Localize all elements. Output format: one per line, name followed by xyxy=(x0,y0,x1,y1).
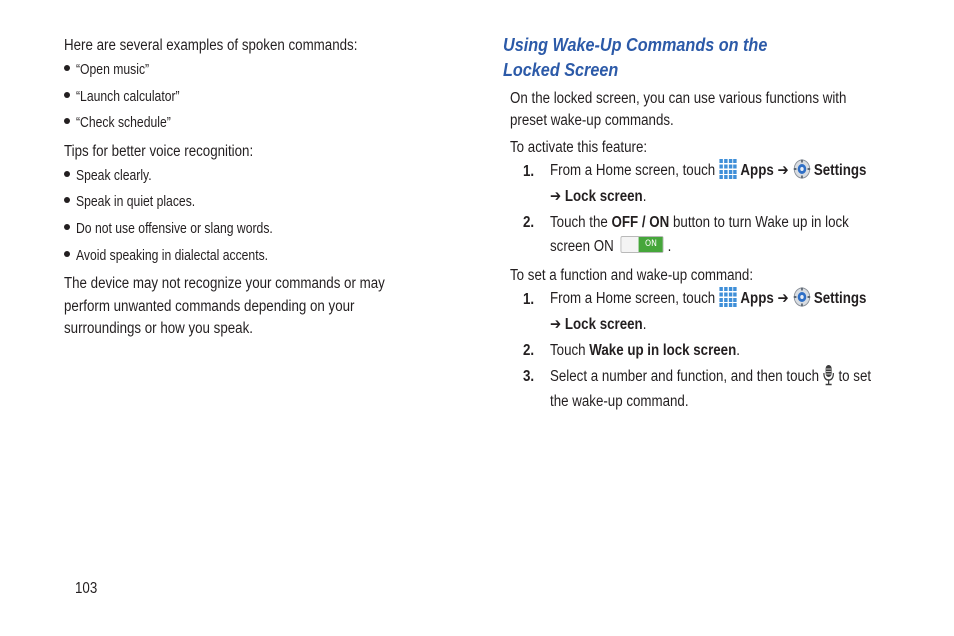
step-text: Select a number and function, and then touch to set xyxy=(550,366,923,388)
bullet-icon xyxy=(64,197,70,203)
list-item: Speak in quiet places. xyxy=(64,193,218,211)
intro-line: preset wake-up commands. xyxy=(510,112,674,129)
settings-gear-icon xyxy=(792,286,811,308)
bullet-icon xyxy=(64,171,70,177)
step-text-cont: the wake-up command. xyxy=(550,393,689,410)
activate-intro: To activate this feature: xyxy=(510,139,648,156)
page-number: 103 xyxy=(75,580,98,597)
step-text: Touch Wake up in lock screen. xyxy=(550,342,740,359)
note-line: perform unwanted commands depending on your xyxy=(64,298,355,315)
list-item: “Open music” xyxy=(64,61,163,79)
microphone-icon xyxy=(823,364,835,386)
step-text: From a Home screen, touch Apps ➔ Settings xyxy=(550,160,918,182)
section-heading: Locked Screen xyxy=(503,60,619,80)
list-item: Do not use offensive or slang words. xyxy=(64,220,310,238)
apps-grid-icon xyxy=(719,286,738,308)
list-item: Avoid speaking in dialectal accents. xyxy=(64,247,305,265)
tips-intro: Tips for better voice recognition: xyxy=(64,143,254,160)
step-text-cont: screen ON ON . xyxy=(550,238,672,255)
examples-intro: Here are several examples of spoken commands: xyxy=(64,37,358,54)
list-item: Speak clearly. xyxy=(64,167,166,185)
list-item: “Check schedule” xyxy=(64,114,189,132)
step-number: 1. xyxy=(523,291,535,308)
bullet-icon xyxy=(64,224,70,230)
toggle-on-label: ON xyxy=(639,237,663,252)
intro-line: On the locked screen, you can use various functions with xyxy=(510,90,847,107)
step-number: 1. xyxy=(523,163,535,180)
bullet-icon xyxy=(64,251,70,257)
set-intro: To set a function and wake-up command: xyxy=(510,267,754,284)
settings-gear-icon xyxy=(792,158,811,180)
bullet-icon xyxy=(64,65,70,71)
bullet-icon xyxy=(64,92,70,98)
step-text-cont: ➔ Lock screen. xyxy=(550,188,647,205)
step-text-cont: ➔ Lock screen. xyxy=(550,316,647,333)
apps-grid-icon xyxy=(719,158,738,180)
step-number: 3. xyxy=(523,368,535,385)
on-toggle-icon xyxy=(621,236,664,253)
step-number: 2. xyxy=(523,342,535,359)
step-text: Touch the OFF / ON button to turn Wake up in lock xyxy=(550,214,849,231)
bullet-icon xyxy=(64,118,70,124)
list-item: “Launch calculator” xyxy=(64,88,199,106)
note-line: surroundings or how you speak. xyxy=(64,320,253,337)
step-text: From a Home screen, touch Apps ➔ Settings xyxy=(550,288,918,310)
step-number: 2. xyxy=(523,214,535,231)
section-heading: Using Wake-Up Commands on the xyxy=(503,35,768,55)
note-line: The device may not recognize your commands or may xyxy=(64,275,385,292)
